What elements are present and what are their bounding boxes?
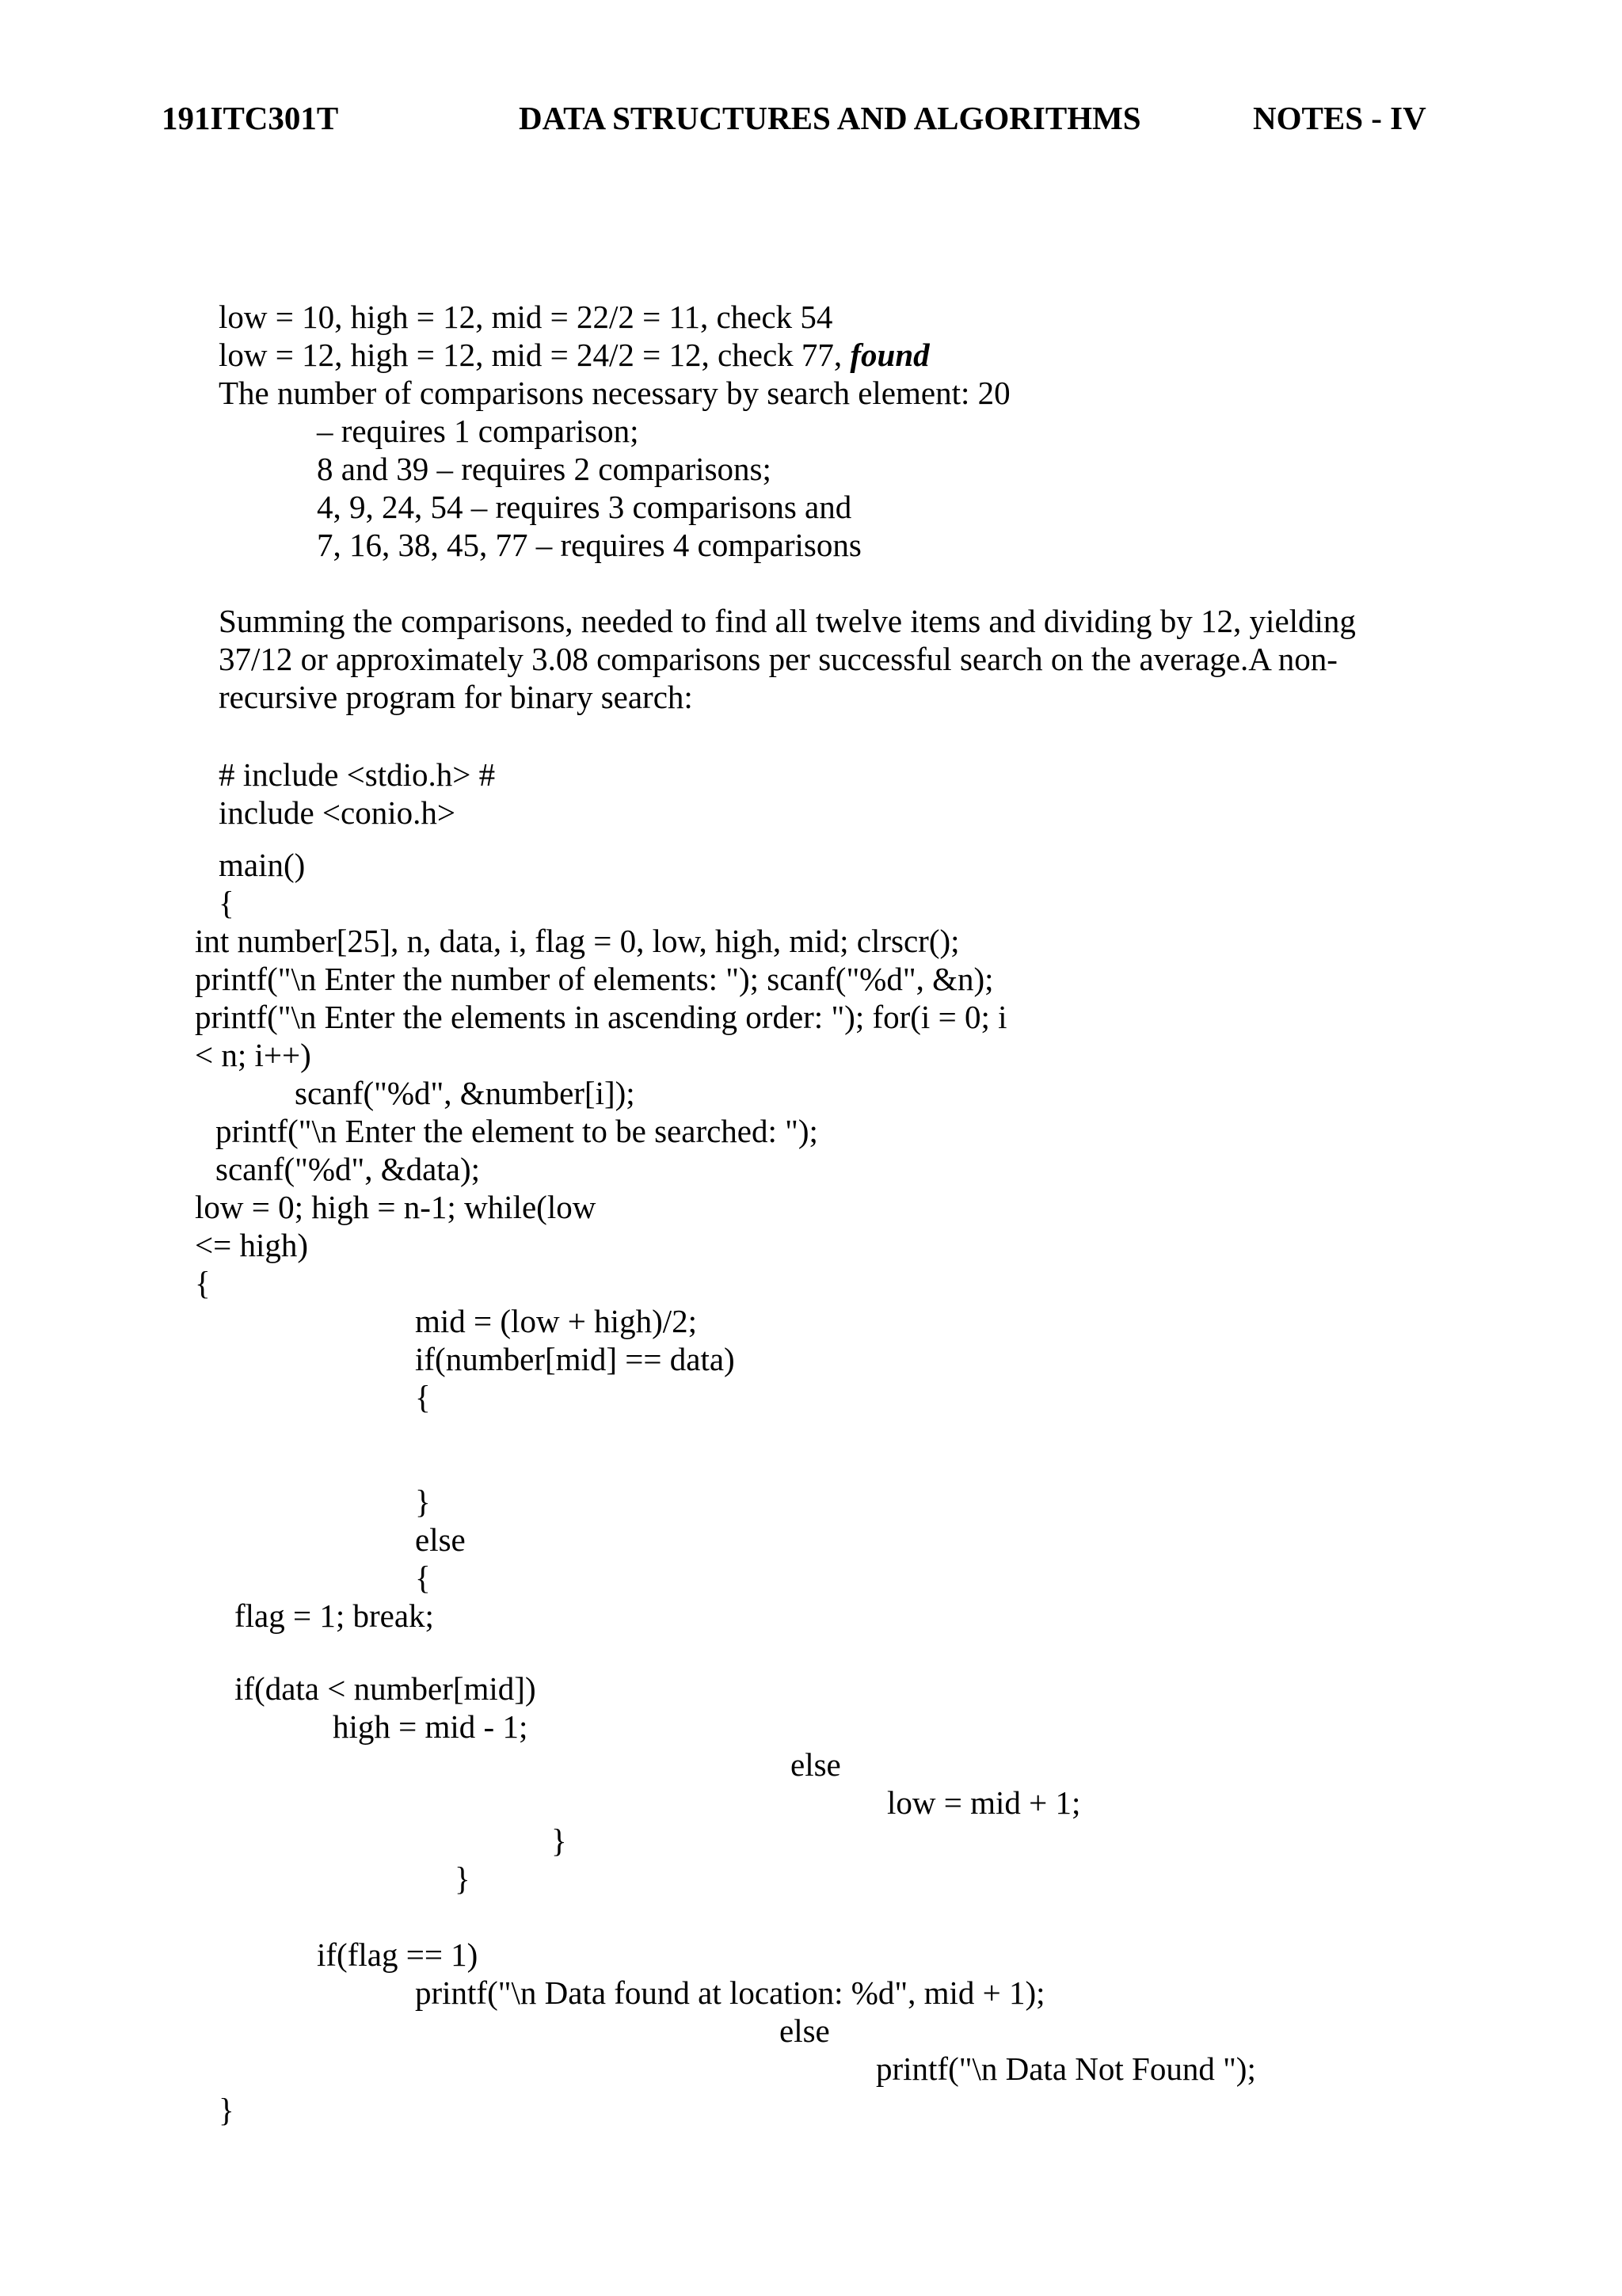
course-title: DATA STRUCTURES AND ALGORITHMS xyxy=(519,100,1141,136)
code-line: { xyxy=(415,1379,431,1415)
notes-label: NOTES - IV xyxy=(1253,100,1426,136)
code-line: if(number[mid] == data) xyxy=(415,1341,735,1377)
trace-line-2 xyxy=(219,336,930,374)
code-line: printf("\n Enter the elements in ascending order: "); for(i = 0; i xyxy=(195,999,1007,1035)
comparison-item: 4, 9, 24, 54 – requires 3 comparisons and xyxy=(317,489,852,525)
code-line: high = mid - 1; xyxy=(333,1708,528,1745)
trace-line-2-text: low = 12, high = 12, mid = 24/2 = 12, check 77, xyxy=(219,337,851,373)
code-line: flag = 1; break; xyxy=(234,1597,434,1634)
comparison-item: 8 and 39 – requires 2 comparisons; xyxy=(317,451,771,487)
code-line: printf("\n Enter the number of elements: "); scanf("%d", &n); xyxy=(195,961,994,997)
code-line: include <conio.h> xyxy=(219,794,456,831)
comparisons-intro: The number of comparisons necessary by search element: 20 xyxy=(219,375,1011,411)
summary-line: 37/12 or approximately 3.08 comparisons per successful search on the average.A non- xyxy=(219,641,1338,677)
comparison-item: – requires 1 comparison; xyxy=(317,413,639,449)
code-line: # include <stdio.h> # xyxy=(219,756,496,793)
code-line: { xyxy=(415,1559,431,1596)
summary-line: Summing the comparisons, needed to find all twelve items and dividing by 12, yielding xyxy=(219,603,1356,639)
code-line: printf("\n Data Not Found "); xyxy=(876,2050,1256,2087)
code-line: else xyxy=(779,2012,830,2049)
code-line: printf("\n Data found at location: %d", mid + 1); xyxy=(415,1974,1045,2011)
code-line: printf("\n Enter the element to be searched: "); xyxy=(215,1113,818,1149)
code-line: } xyxy=(551,1822,567,1859)
code-line: mid = (low + high)/2; xyxy=(415,1303,698,1339)
code-line: else xyxy=(415,1521,466,1558)
code-line: scanf("%d", &number[i]); xyxy=(295,1075,635,1111)
code-line: if(data < number[mid]) xyxy=(234,1670,536,1707)
code-line: { xyxy=(219,885,234,921)
code-line: { xyxy=(195,1265,211,1301)
found-label: found xyxy=(850,337,930,373)
code-line: main() xyxy=(219,847,306,883)
code-line: low = 0; high = n-1; while(low xyxy=(195,1189,596,1225)
code-line: else xyxy=(790,1746,841,1783)
code-line: <= high) xyxy=(195,1227,309,1263)
code-line: scanf("%d", &data); xyxy=(215,1151,481,1187)
code-line: } xyxy=(455,1860,470,1897)
comparison-item: 7, 16, 38, 45, 77 – requires 4 comparisons xyxy=(317,527,862,563)
code-line: < n; i++) xyxy=(195,1037,311,1073)
summary-line: recursive program for binary search: xyxy=(219,679,693,715)
code-line: int number[25], n, data, i, flag = 0, low, high, mid; clrscr(); xyxy=(195,923,960,959)
code-line: if(flag == 1) xyxy=(317,1936,478,1973)
code-line: } xyxy=(415,1483,431,1520)
course-code: 191ITC301T xyxy=(162,100,339,136)
code-line: low = mid + 1; xyxy=(887,1784,1081,1821)
trace-line-1: low = 10, high = 12, mid = 22/2 = 11, check 54 xyxy=(219,299,833,335)
code-line: } xyxy=(219,2092,234,2128)
